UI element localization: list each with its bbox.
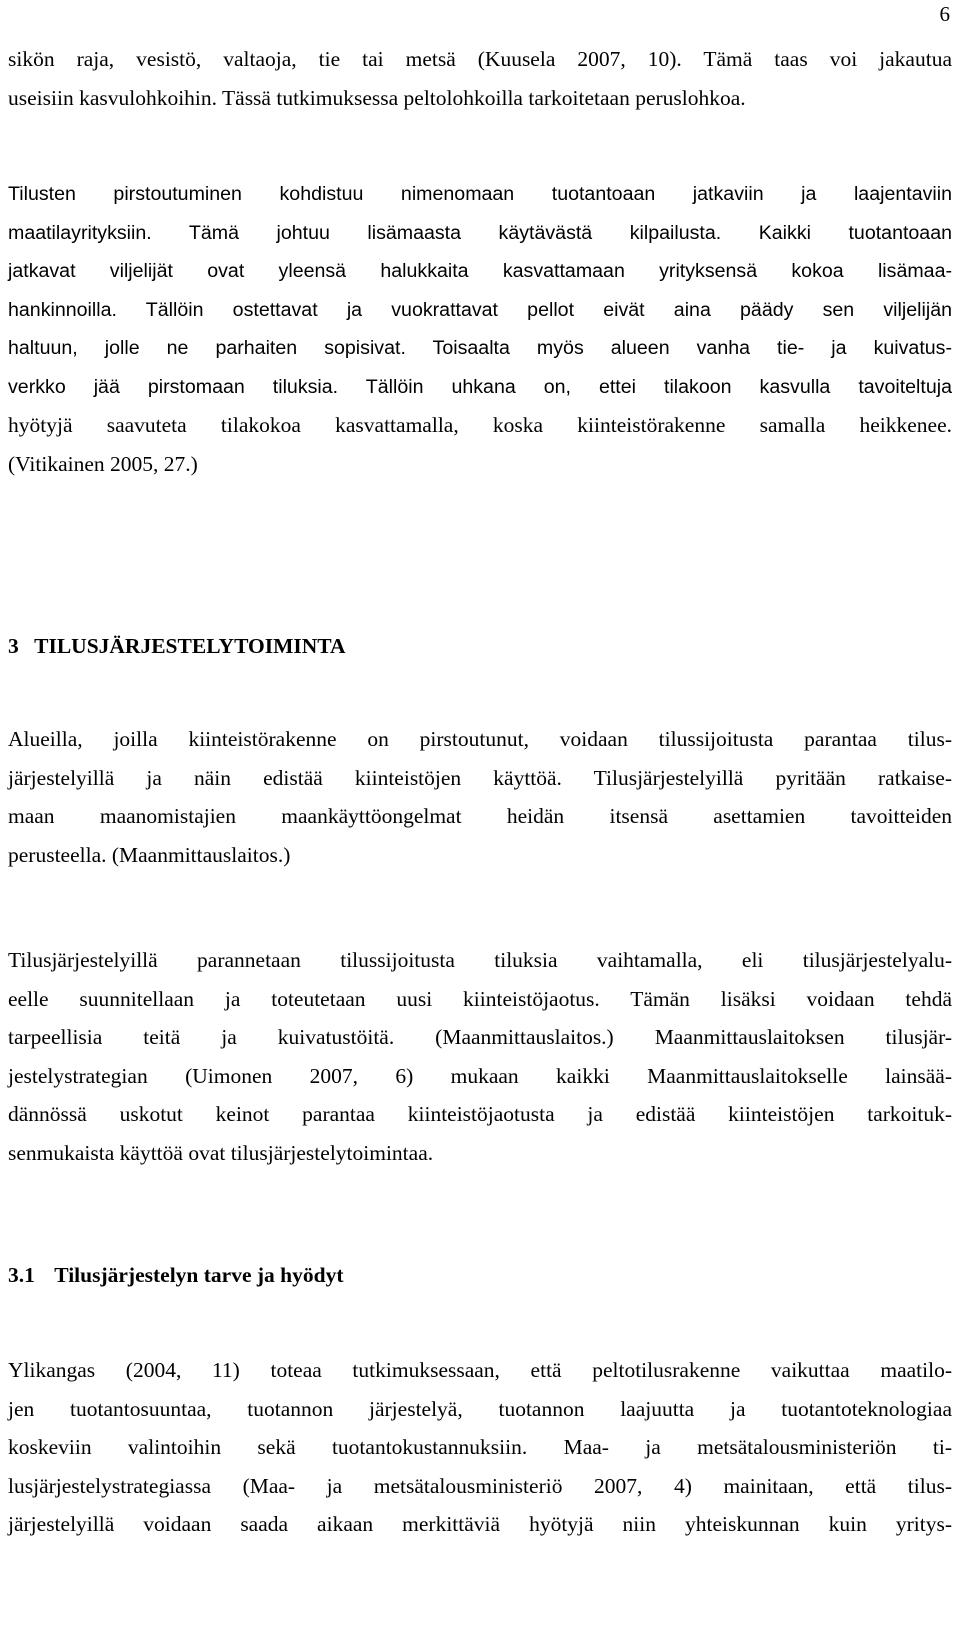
text-line: dännössä uskotut keinot parantaa kiinteistöjaotusta ja edistää kiinteistöjen tarkoituk- (8, 1102, 952, 1126)
text-line: lusjärjestelystrategiassa (Maa- ja metsätalousministeriö 2007, 4) mainitaan, että tilus- (8, 1473, 952, 1498)
text-line: (Vitikainen 2005, 27.) (8, 451, 198, 476)
text-line: haltuun, jolle ne parhaiten sopisivat. Toisaalta myös alueen vanha tie- ja kuivatus- (8, 337, 952, 359)
page-number: 6 (939, 2, 950, 26)
subsection-heading (8, 1263, 343, 1288)
paragraph-tarve-ja-hyodyt (8, 1351, 952, 1544)
text-line: Alueilla, joilla kiinteistörakenne on pirstoutunut, voidaan tilussijoitusta parantaa tilus- (8, 727, 952, 751)
text-line: Tilusjärjestelyillä parannetaan tilussijoitusta tiluksia vaihtamalla, eli tilusjärjestelyalu- (8, 948, 952, 972)
text-line: tarpeellisia teitä ja kuivatustöitä. (Maanmittauslaitos.) Maanmittauslaitoksen tilusjär- (8, 1025, 952, 1049)
text-line: hyötyjä saavuteta tilakokoa kasvattamalla, koska kiinteistörakenne samalla heikkenee. (8, 413, 952, 437)
paragraph-continuation (8, 40, 952, 117)
text-line: jatkavat viljelijät ovat yleensä halukkaita kasvattamaan yrityksensä kokoa lisämaa- (8, 260, 952, 282)
paragraph-tilusjarjestelyt-detail (8, 941, 952, 1172)
text-line: Tilusten pirstoutuminen kohdistuu nimenomaan tuotantoaan jatkaviin ja laajentaviin (8, 183, 952, 205)
text-line: eelle suunnitellaan ja toteutetaan uusi kiinteistöjaotus. Tämän lisäksi voidaan tehdä (8, 986, 952, 1011)
text-line: koskeviin valintoihin sekä tuotantokustannuksiin. Maa- ja metsätalousministeriön ti- (8, 1435, 952, 1459)
text-line: sikön raja, vesistö, valtaoja, tie tai metsä (Kuusela 2007, 10). Tämä taas voi jakautua (8, 47, 952, 71)
text-line: maan maanomistajien maankäyttöongelmat heidän itsensä asettamien tavoitteiden (8, 804, 952, 828)
text-line: verkko jää pirstomaan tiluksia. Tällöin uhkana on, ettei tilakoon kasvulla tavoiteltuja (8, 375, 952, 398)
paragraph-tilusten-pirstoutuminen (8, 175, 952, 483)
text-line: järjestelyillä voidaan saada aikaan merkittäviä hyötyjä niin yhteiskunnan kuin yritys- (8, 1512, 952, 1536)
text-line: useisiin kasvulohkoihin. Tässä tutkimuksessa peltolohkoilla tarkoitetaan peruslohkoa. (8, 85, 746, 110)
text-line: jen tuotantosuuntaa, tuotannon järjestelyä, tuotannon laajuutta ja tuotantoteknologiaa (8, 1396, 952, 1421)
text-line: Ylikangas (2004, 11) toteaa tutkimuksessaan, että peltotilusrakenne vaikuttaa maatilo- (8, 1358, 952, 1382)
paragraph-tilusjarjestelyt-intro (8, 720, 952, 874)
text-line: hankinnoilla. Tällöin ostettavat ja vuokrattavat pellot eivät aina päädy sen viljelijän (8, 298, 952, 321)
section-heading (8, 634, 346, 659)
subsection-number: 3.1 (8, 1263, 35, 1287)
section-number: 3 (8, 634, 19, 658)
text-line: maatilayrityksiin. Tämä johtuu lisämaasta käytävästä kilpailusta. Kaikki tuotantoaan (8, 221, 952, 244)
text-line: järjestelyillä ja näin edistää kiinteistöjen käyttöä. Tilusjärjestelyillä pyritään ratkaise- (8, 765, 952, 790)
subsection-title: Tilusjärjestelyn tarve ja hyödyt (54, 1263, 344, 1287)
text-line: perusteella. (Maanmittauslaitos.) (8, 842, 291, 867)
text-line: senmukaista käyttöä ovat tilusjärjestelytoimintaa. (8, 1140, 434, 1165)
section-title: TILUSJÄRJESTELYTOIMINTA (34, 634, 346, 658)
text-line: jestelystrategian (Uimonen 2007, 6) mukaan kaikki Maanmittauslaitokselle lainsää- (8, 1063, 952, 1088)
